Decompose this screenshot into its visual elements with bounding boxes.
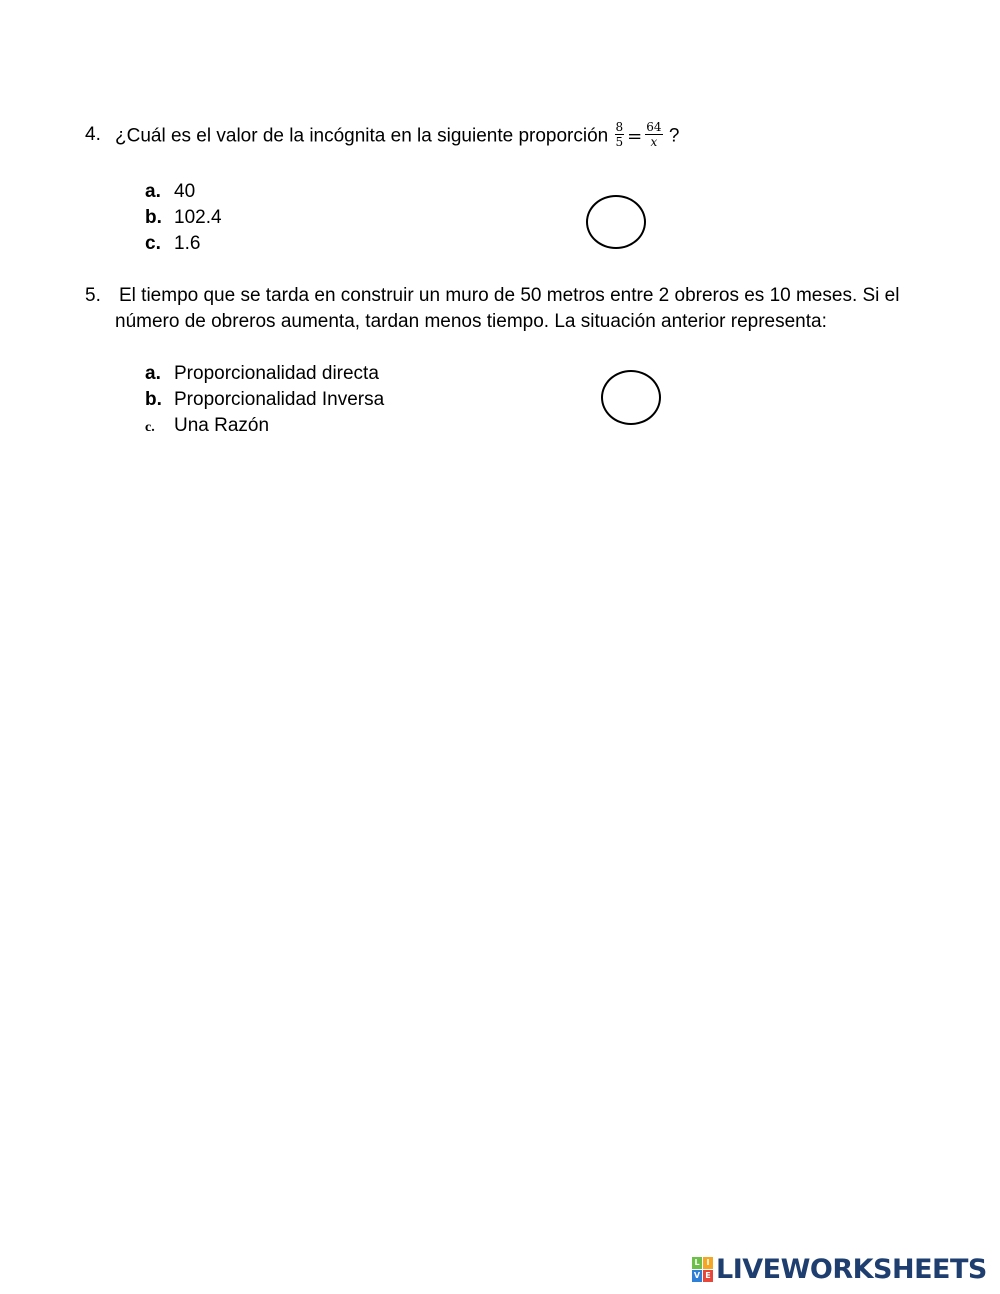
fraction-right-numerator: 64: [646, 120, 662, 134]
question-5-line-1: El tiempo que se tarda en construir un muro de 50 metros entre 2 obreros es 10 meses. Si el: [119, 285, 900, 306]
question-5: [0, 283, 1000, 337]
fraction-left-denominator: 5: [615, 135, 624, 149]
logo-icon: [692, 1257, 713, 1282]
logo-letter-i: I: [703, 1257, 713, 1269]
logo-letter-l: L: [692, 1257, 702, 1269]
answer-input-circle-q5[interactable]: [601, 370, 661, 425]
option-text: 102.4: [174, 207, 222, 228]
option-label: c.: [145, 233, 161, 254]
fraction-left-numerator: 8: [615, 120, 624, 134]
question-4-prompt: ¿Cuál es el valor de la incógnita en la siguiente proporción: [115, 125, 609, 147]
option-text: Proporcionalidad Inversa: [174, 389, 385, 410]
fraction-left: [615, 120, 625, 149]
answer-input-circle-q4[interactable]: [586, 195, 646, 249]
fraction-right-denominator: x: [650, 135, 658, 149]
question-4-option-a: [145, 179, 195, 205]
option-text: Una Razón: [174, 415, 270, 436]
equals-sign: =: [627, 125, 643, 147]
option-text: Proporcionalidad directa: [174, 363, 379, 384]
option-label: c.: [145, 420, 155, 435]
question-4-suffix: ?: [668, 125, 680, 147]
question-5-option-c: [145, 413, 269, 441]
question-4-number: 4.: [85, 124, 101, 145]
option-label: b.: [145, 207, 162, 228]
option-text: 40: [174, 181, 196, 202]
question-5-option-b: [145, 387, 384, 413]
option-label: a.: [145, 181, 161, 202]
option-label: b.: [145, 389, 162, 410]
question-4-option-b: [145, 205, 222, 231]
question-5-option-a: [145, 361, 379, 387]
fraction-right: [645, 120, 662, 149]
logo-text: LIVEWORKSHEETS: [716, 1253, 987, 1285]
option-text: 1.6: [174, 233, 201, 254]
liveworksheets-logo: [692, 1255, 987, 1283]
logo-letter-e: E: [703, 1270, 713, 1282]
question-4: [0, 122, 1000, 152]
question-5-line-2: número de obreros aumenta, tardan menos tiempo. La situación anterior representa:: [115, 311, 827, 332]
question-4-text: [115, 122, 945, 151]
logo-letter-v: V: [693, 1270, 701, 1280]
question-5-number: 5.: [85, 285, 101, 306]
option-label: a.: [145, 363, 161, 384]
question-4-option-c: [145, 231, 200, 257]
